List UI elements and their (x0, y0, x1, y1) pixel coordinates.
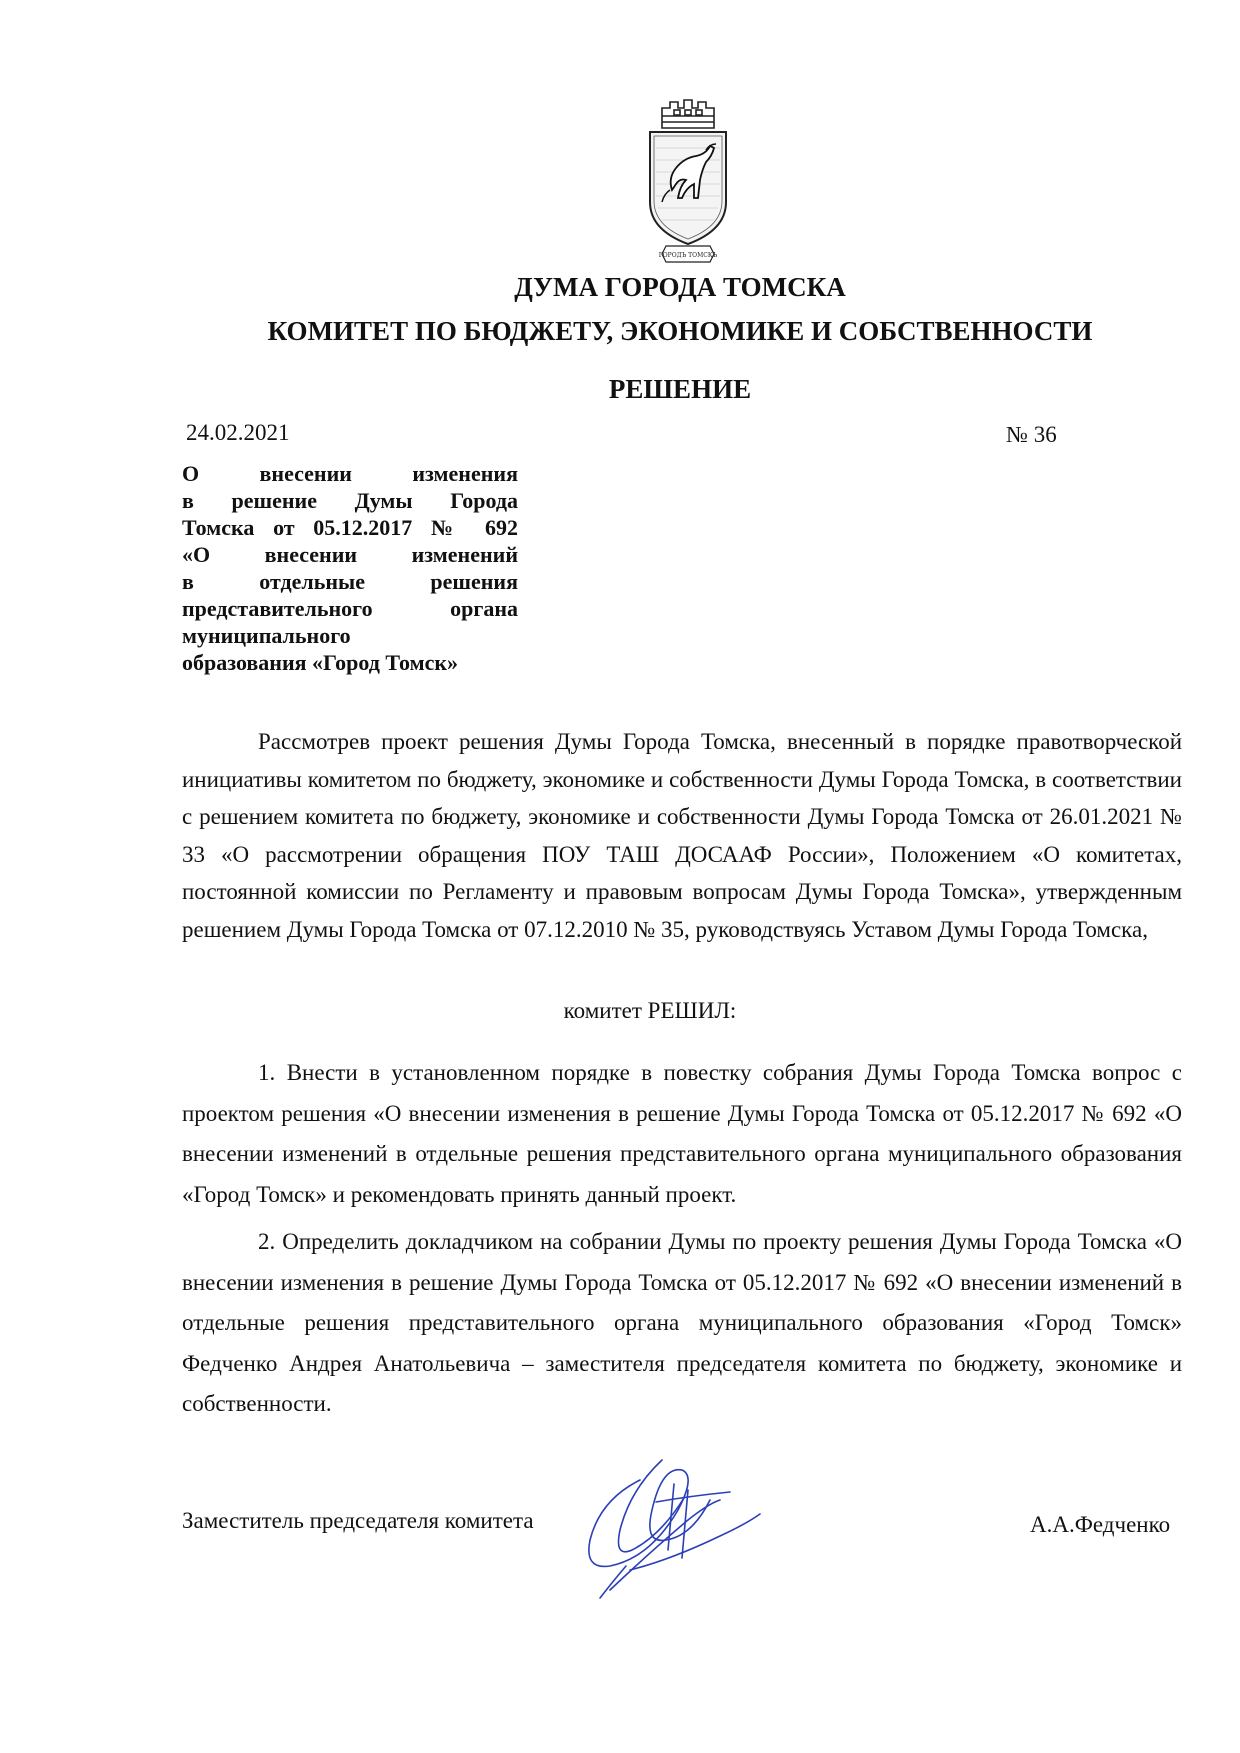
signatory-role: Заместитель председателя комитета (182, 1508, 534, 1533)
decision-item-1: 1. Внести в установленном порядке в повестку собрания Думы Города Томска вопрос с проектом решения «О внесении изменения в решение Думы Города Томска от 05.12.2017 № 692 «О внесении изменений в отдельные решения представительного органа муниципального образования «Город Томск» и рекомендовать принять данный проект. (182, 1060, 1182, 1207)
committee-title: КОМИТЕТ ПО БЮДЖЕТУ, ЭКОНОМИКЕ И СОБСТВЕННОСТИ (267, 316, 1093, 346)
svg-text:ГОРОДЪ ТОМСКЪ: ГОРОДЪ ТОМСКЪ (658, 252, 718, 259)
handwritten-signature-icon (570, 1440, 770, 1610)
document-type-title: РЕШЕНИЕ (608, 374, 752, 404)
subject-line: муниципального (182, 623, 351, 648)
preamble-paragraph: Рассмотрев проект решения Думы Города Томска, внесенный в порядке правотворческой инициативы комитетом по бюджету, экономике и собственности Думы Города Томска, в соответствии с решением комитета по бюджету, экономике и собственности Думы Города Томска от 26.01.2021 № 33 «О рассмотрении обращения ПОУ ТАШ ДОСААФ России», Положением «О комитетах, постоянной комиссии по Регламенту и правовым вопросам Думы Города Томска», утвержденным решением Думы Города Томска от 07.12.2010 № 35, руководствуясь Уставом Думы Города Томска, (182, 729, 1182, 942)
document-subject (182, 460, 518, 676)
signatory-name: А.А.Федченко (1030, 1512, 1171, 1537)
decision-item-2: 2. Определить докладчиком на собрании Думы по проекту решения Думы Города Томска «О внесении изменения в решение Думы Города Томска от 05.12.2017 № 692 «О внесении изменений в отдельные решения представительного органа муниципального образования «Город Томск» Федченко Андрея Анатольевича – заместителя председателя комитета по бюджету, экономике и собственности. (182, 1229, 1182, 1416)
document-date: 24.02.2021 (186, 420, 290, 445)
subject-line: в отдельные решения (182, 569, 518, 594)
subject-line: Томска от 05.12.2017 № 692 (182, 515, 518, 540)
city-coat-of-arms-icon (640, 98, 736, 268)
subject-line: представительного органа (182, 596, 518, 621)
subject-line: в решение Думы Города (182, 488, 518, 513)
subject-line: «О внесении изменений (182, 542, 518, 567)
document-number: № 36 (1006, 422, 1057, 447)
organization-title: ДУМА ГОРОДА ТОМСКА (514, 272, 846, 302)
decision-heading: комитет РЕШИЛ: (563, 998, 737, 1023)
subject-line: О внесении изменения (182, 461, 518, 486)
subject-line: образования «Город Томск» (182, 650, 459, 675)
